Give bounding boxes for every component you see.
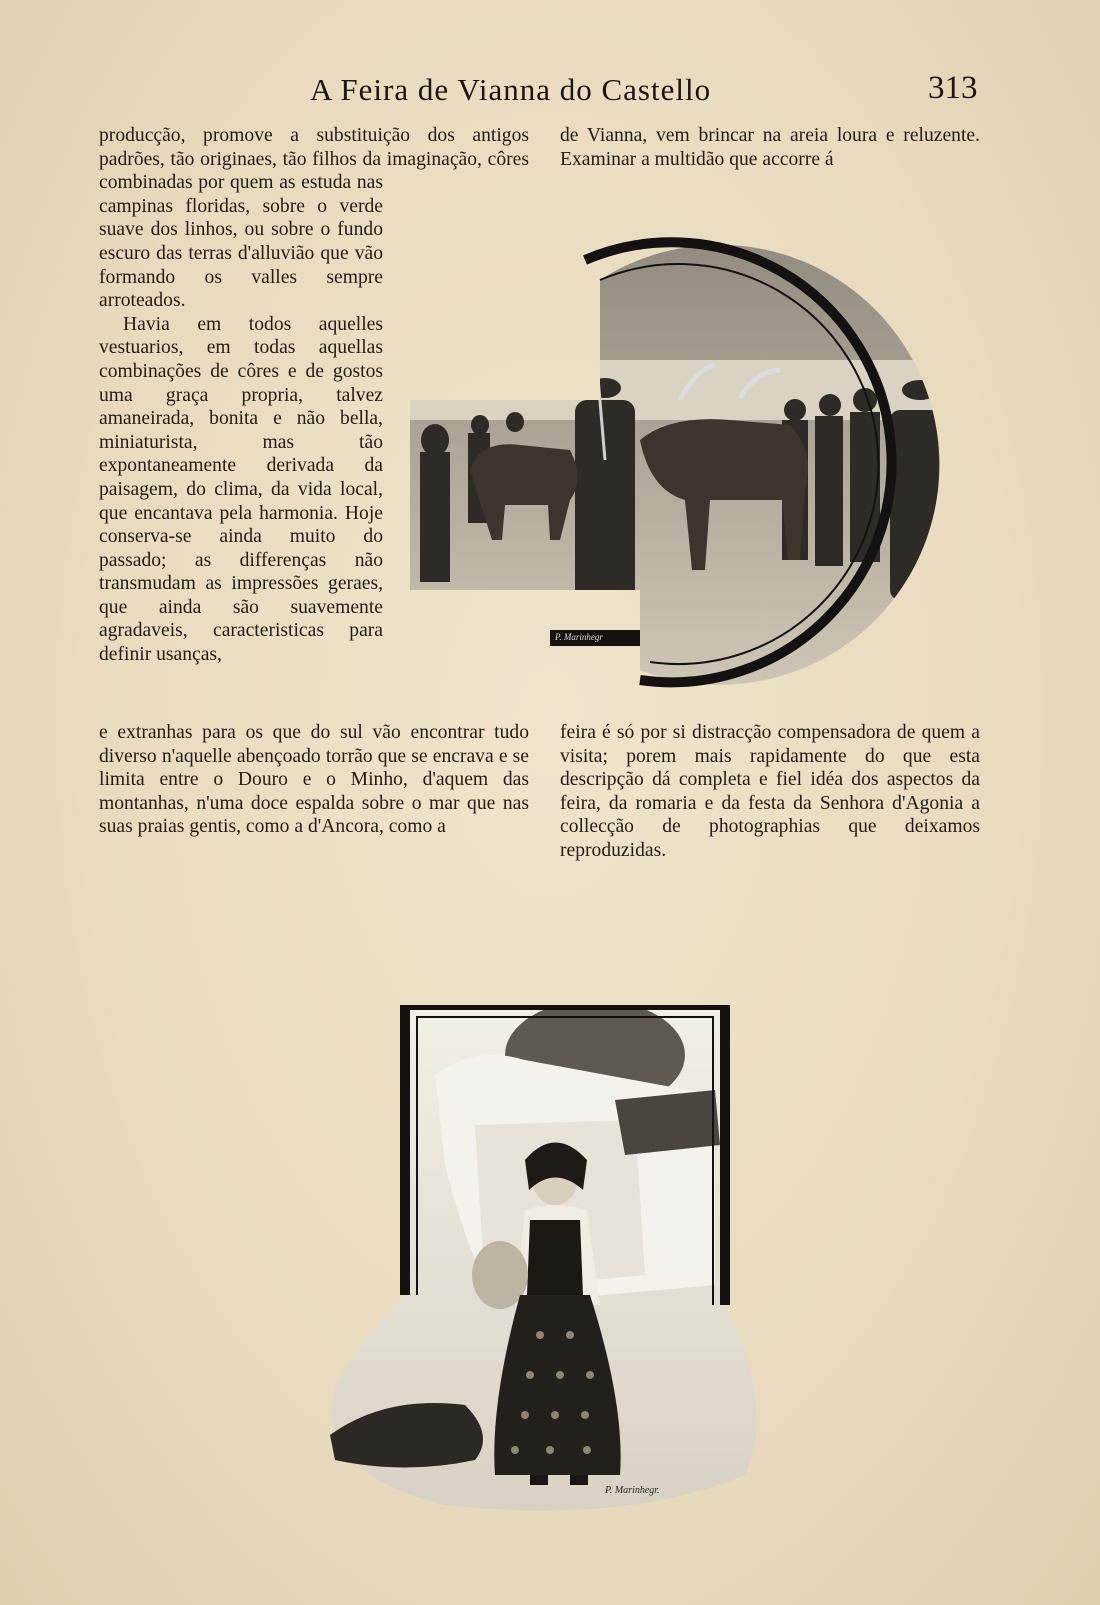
right-column-top-text: de Vianna, vem brincar na areia loura e reluzente. Examinar a multidão que accorre á (560, 125, 980, 170)
cattle-fair-illustration (410, 200, 1000, 700)
running-head (0, 72, 1100, 112)
running-title: A Feira de Vianna do Castello (310, 72, 712, 107)
left-column-bottom (99, 721, 529, 839)
paragraph-1-text: producção, promove a substituição dos antigos padrões, tão originaes, tão filhos da imaginação, côres combinadas por quem as estuda nas campinas floridas, sobre o verde suave dos linhos, ou sobre o fundo escuro das terras d'alluvião que vão formando os valles sempre arroteados. (99, 125, 529, 312)
right-column-top (560, 124, 980, 171)
page-number: 313 (928, 70, 978, 106)
right-column-bottom (560, 721, 980, 863)
woman-costume-illustration (325, 1005, 785, 1525)
right-column-bottom-text: feira é só por si distracção compensadora de quem a visita; porem mais rapidamente do que esta descripção dá completa e fiel idéa dos aspectos da feira, da romaria e da festa da Senhora d'Agonia a collecção de photographias que deixamos reproduzidas. (560, 722, 980, 861)
paragraph-2-continued: e extranhas para os que do sul vão encontrar tudo diverso n'aquelle abençoado torrão que se encrava e se limita entre o Douro e o Minho, d'aquem das montanhas, n'uma doce espalda sobre o mar que nas suas praias gentis, como a d'Ancora, como a (99, 722, 529, 838)
woman-costume-photo-credit: P. Marinhegr. (605, 1485, 660, 1496)
cattle-fair-photo (410, 200, 1000, 700)
cattle-fair-photo-credit: P. Marinhegr (555, 632, 603, 642)
paragraph-2-text: Havia em todos aquelles vestuarios, em todas aquellas combinações de côres e de gostos uma graça propria, talvez amaneirada, bonita e não bella, miniaturista, mas tão expontaneamente derivada da paisagem, do clima, da vida local, que encantava pela harmonia. Hoje conserva-se ainda muito do passado; as differenças não transmudam as impressões geraes, que ainda são suavemente agradaveis, caracteristicas para definir usanças, (99, 313, 383, 666)
woman-costume-photo (325, 1005, 785, 1525)
